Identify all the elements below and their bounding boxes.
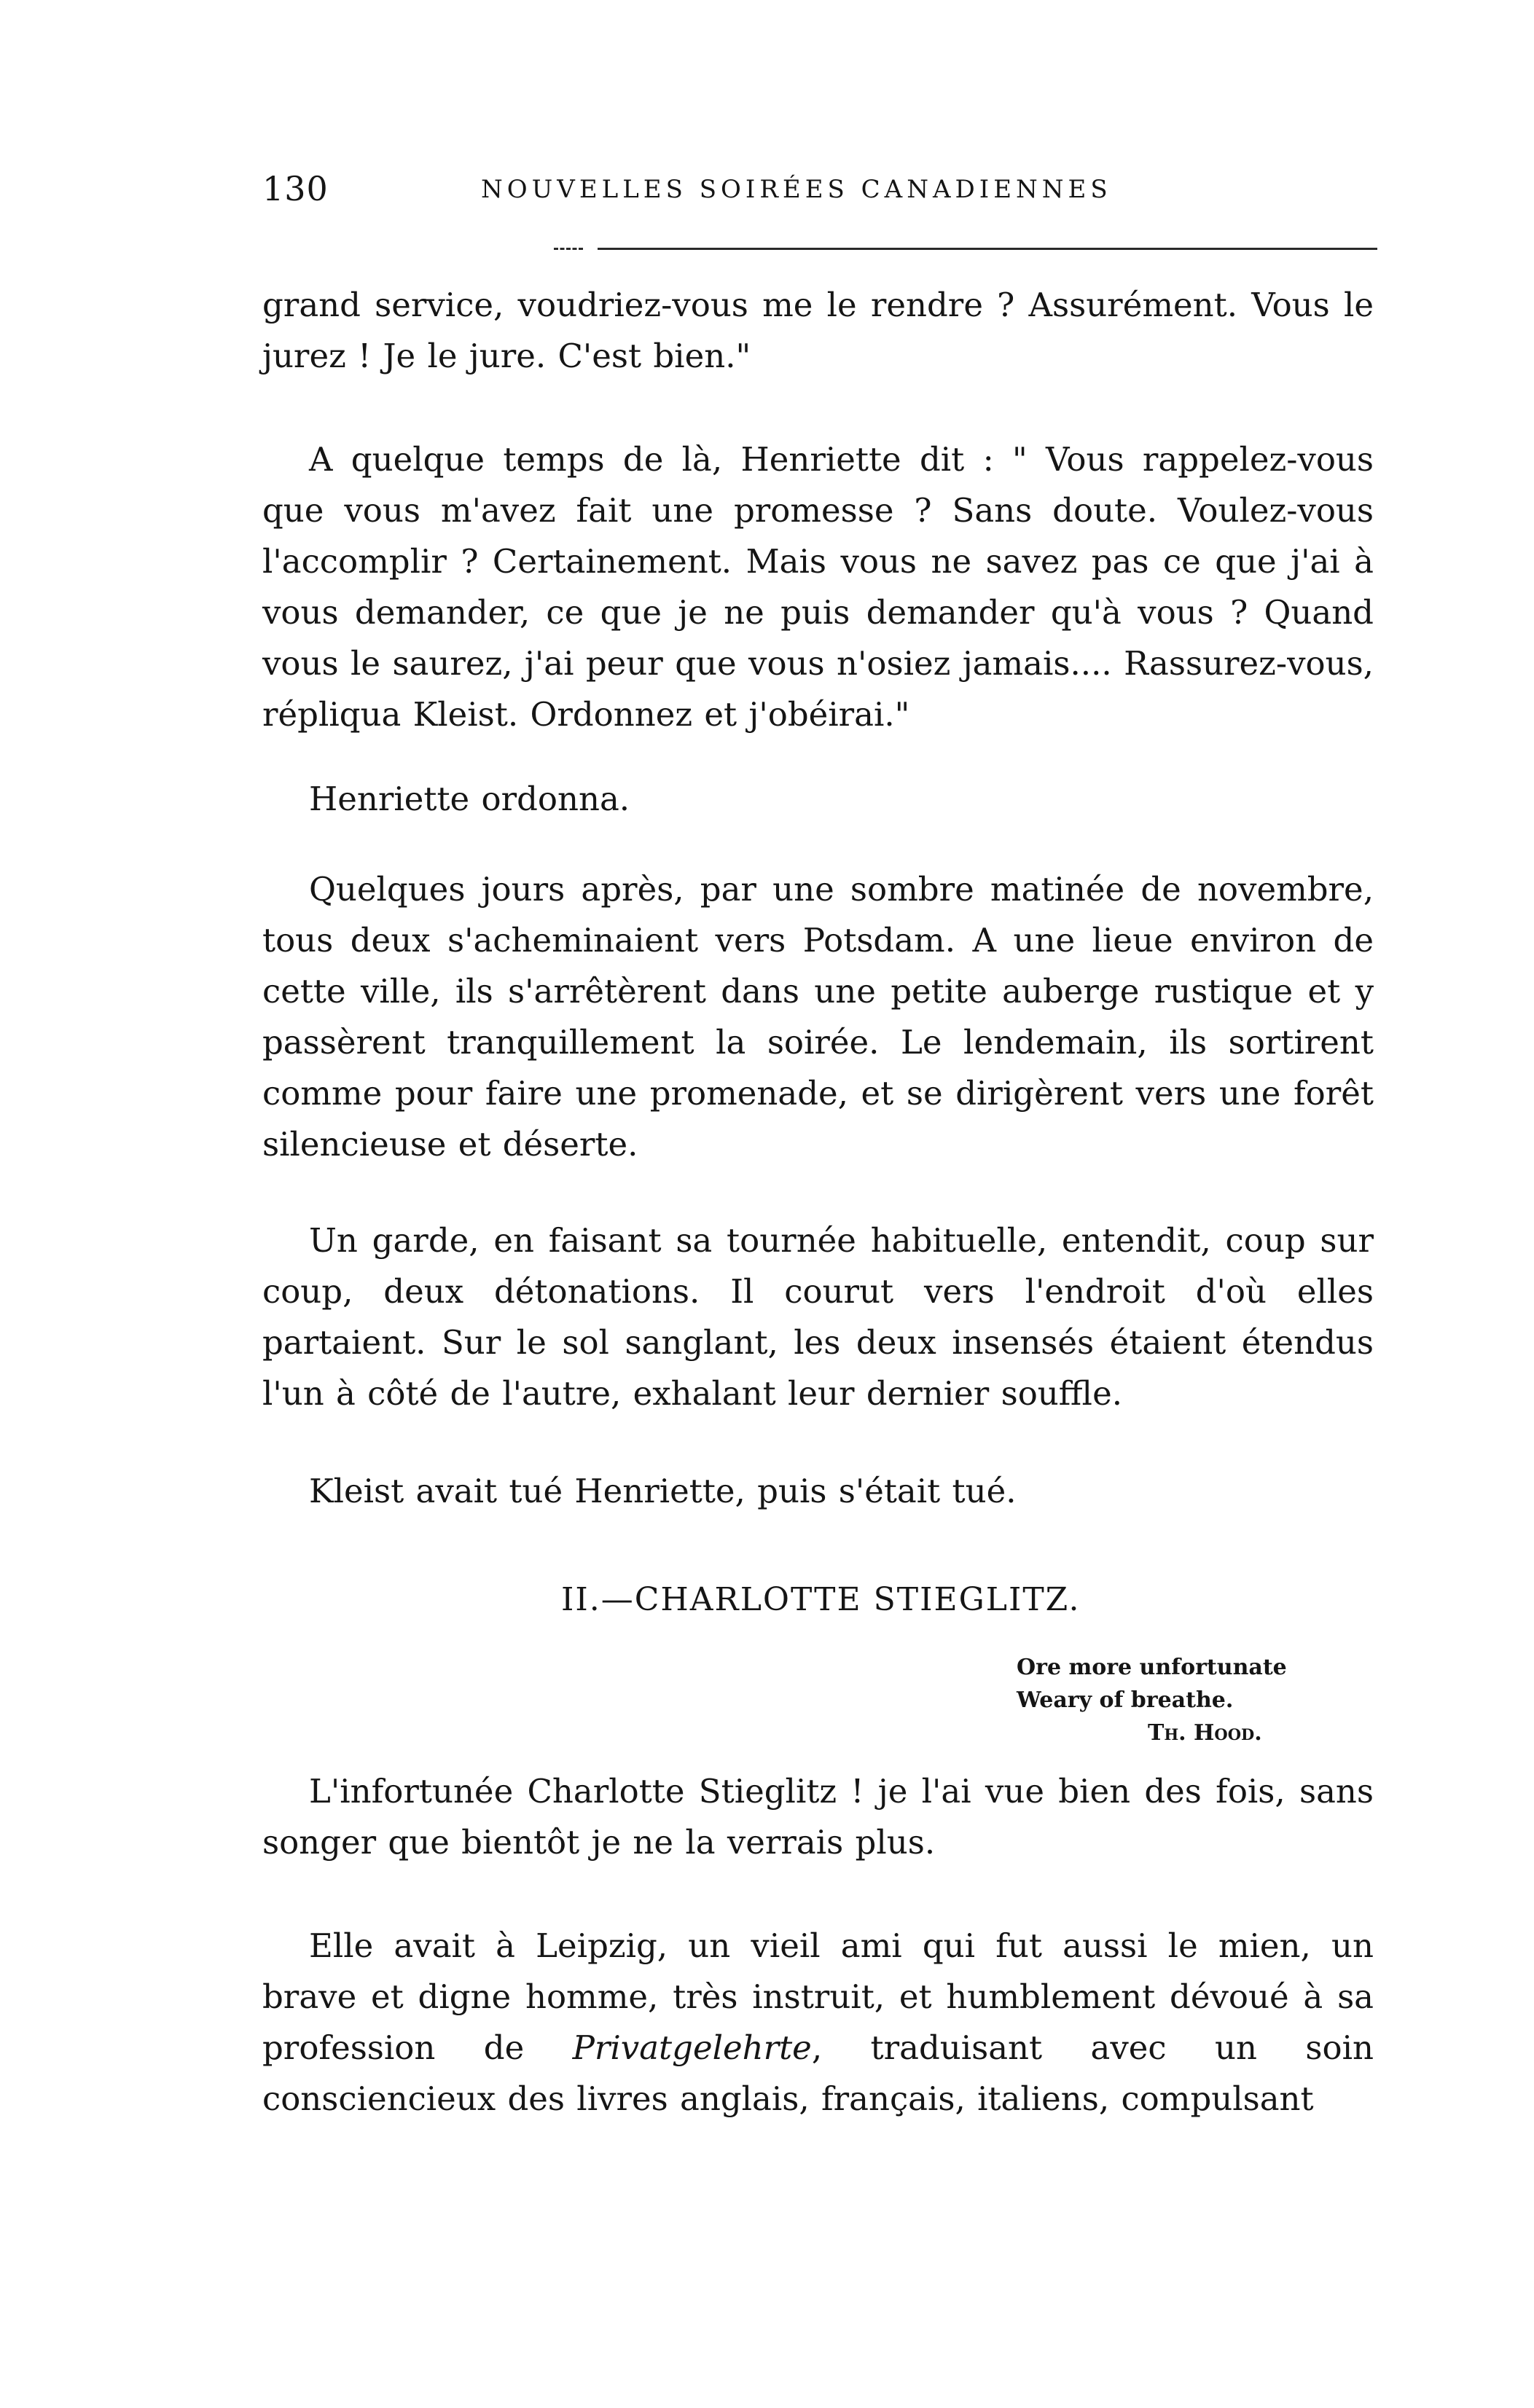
epigraph [1017, 1651, 1287, 1749]
paragraph-5: Un garde, en faisant sa tournée habituelle, entendit, coup sur coup, deux détonations. Il courut vers l'endroit d'où elles partaient. Sur le sol sanglant, les deux insensés étaient étendus l'un à côté de l'autre, exhalant leur dernier souffle. [262, 1221, 1374, 1413]
paragraph-8-italic-term: Privatgelehrte [572, 2028, 812, 2067]
paragraph-un-garde [262, 1215, 1374, 1419]
epigraph-line-1: Ore more unfortunate [1017, 1655, 1287, 1680]
header-rule-dash [554, 248, 583, 250]
paragraph-henriette-dit [262, 434, 1374, 740]
paragraph-henriette-ordonna [262, 774, 1374, 825]
paragraph-8-text-b: , traduisant avec un soin consciencieux des livres anglais, français, italiens, compulsant [262, 2028, 1374, 2118]
paragraph-1: grand service, voudriez-vous me le rendre ? Assurément. Vous le jurez ! Je le jure. C'est bien." [262, 286, 1374, 375]
paragraph-6: Kleist avait tué Henriette, puis s'était tué. [309, 1472, 1017, 1510]
paragraph-leipzig [262, 1921, 1374, 2125]
paragraph-continuation [262, 280, 1374, 382]
header-rule [598, 248, 1377, 250]
paragraph-8-text-a: Elle avait à Leipzig, un vieil ami qui fut aussi le mien, un brave et digne homme, très instruit, et humblement dévoué à sa profession de [262, 1926, 1374, 2067]
page-header [262, 169, 1370, 220]
paragraph-4: Quelques jours après, par une sombre matinée de novembre, tous deux s'acheminaient vers Potsdam. A une lieue environ de cette ville, ils s'arrêtèrent dans une petite auberge rustique et y passèrent tranquillement la soirée. Le lendemain, ils sortirent comme pour faire une promenade, et se dirigèrent vers une forêt silencieuse et déserte. [262, 870, 1374, 1164]
paragraph-infortunee [262, 1766, 1374, 1868]
epigraph-line-2: Weary of breathe. [1017, 1687, 1234, 1713]
paragraph-quelques-jours [262, 864, 1374, 1170]
paragraph-8 [262, 1921, 1374, 2125]
epigraph-author: Th. Hood. [1148, 1720, 1262, 1746]
running-head: NOUVELLES SOIRÉES CANADIENNES [481, 175, 1112, 204]
paragraph-7: L'infortunée Charlotte Stieglitz ! je l'ai vue bien des fois, sans songer que bientôt je ne la verrais plus. [262, 1772, 1374, 1862]
paragraph-3: Henriette ordonna. [309, 780, 630, 818]
paragraph-kleist [262, 1466, 1374, 1517]
section-heading: II.—CHARLOTTE STIEGLITZ. [561, 1581, 1081, 1618]
paragraph-2: A quelque temps de là, Henriette dit : " Vous rappelez-vous que vous m'avez fait une promesse ? Sans doute. Voulez-vous l'accomplir ? Certainement. Mais vous ne savez pas ce que j'ai à vous demander, ce que je ne puis demander qu'à vous ? Quand vous le saurez, j'ai peur que vous n'osiez jamais.... Rassurez-vous, répliqua Kleist. Ordonnez et j'obéirai." [262, 440, 1374, 734]
page-number: 130 [262, 169, 329, 208]
